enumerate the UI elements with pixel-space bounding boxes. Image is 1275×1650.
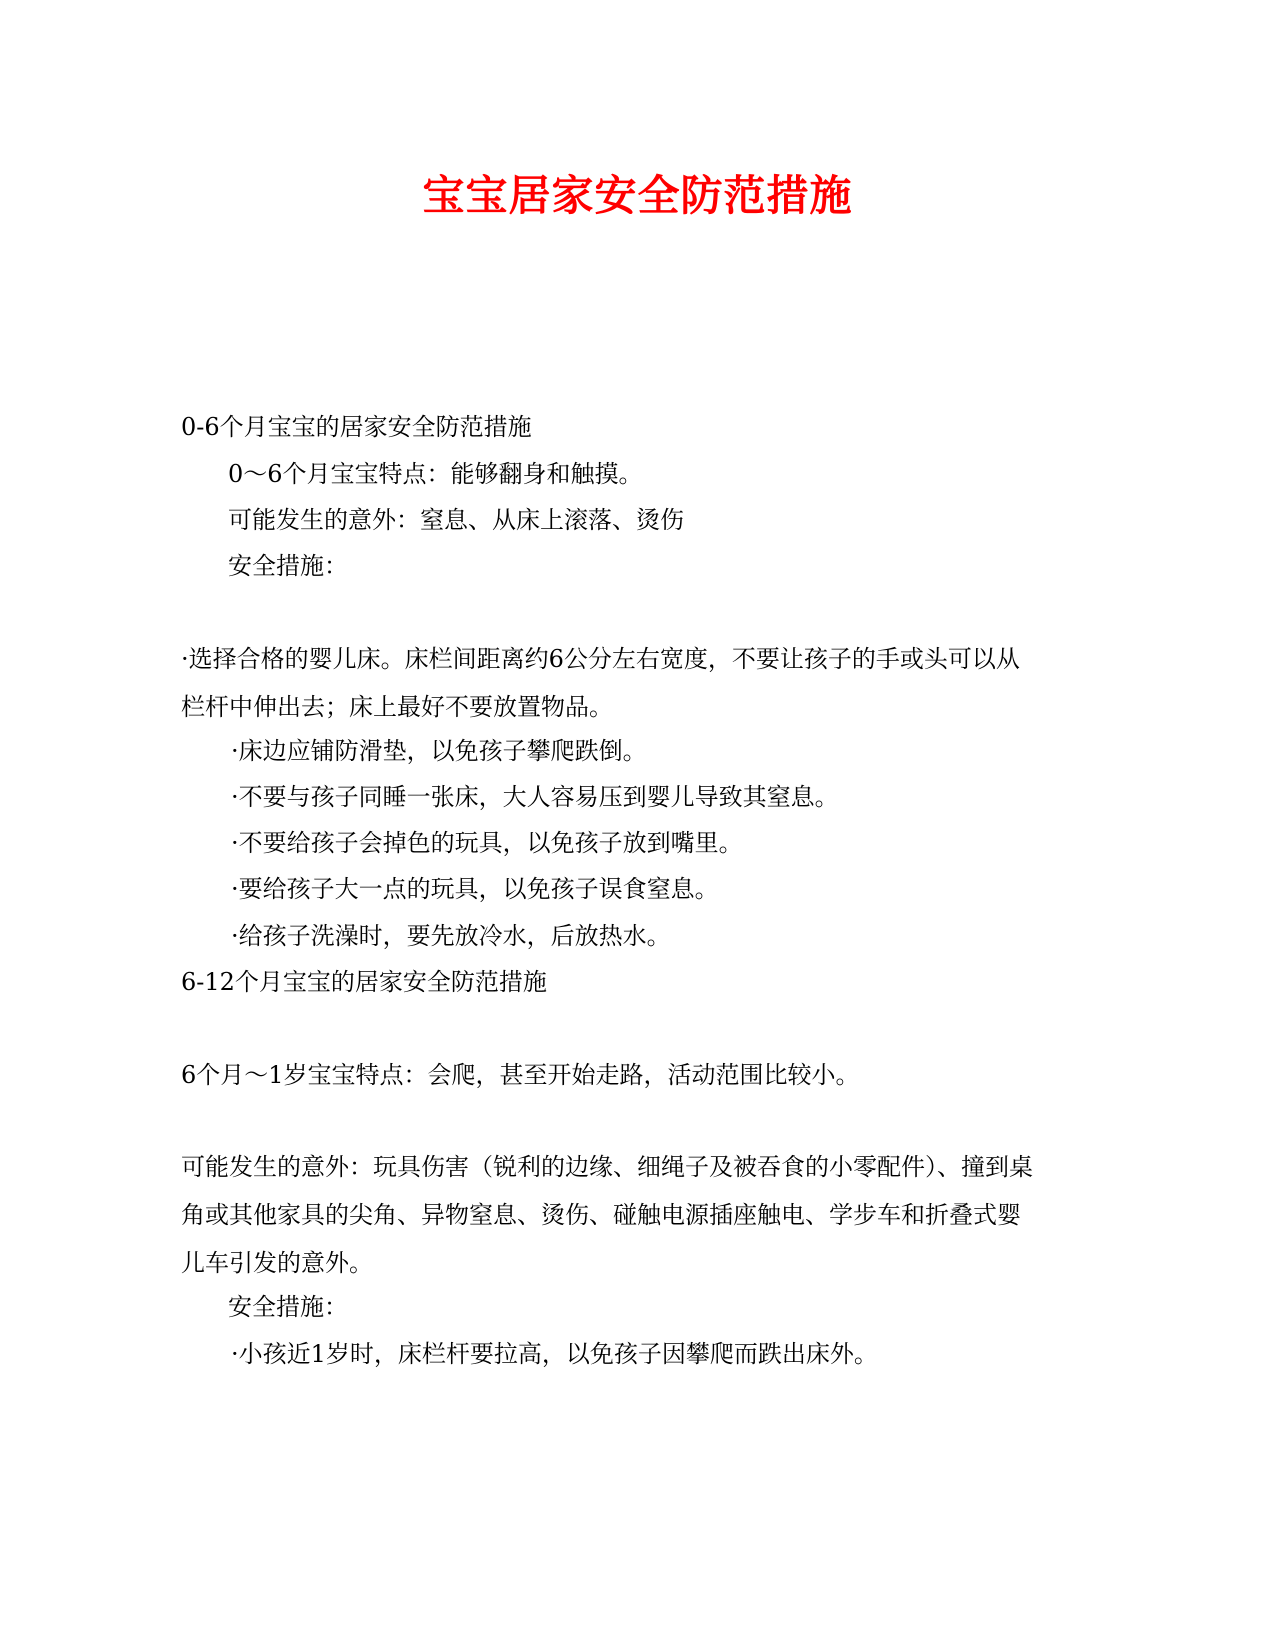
paragraph-measures-label-6-12: 安全措施：: [228, 1293, 348, 1321]
section-heading-0-6: 0-6个月宝宝的居家安全防范措施: [181, 413, 532, 441]
paragraph-features-6-12: 6个月～1岁宝宝特点：会爬，甚至开始走路，活动范围比较小。: [181, 1061, 860, 1089]
bullet-crib: ·选择合格的婴儿床。床栏间距离约6公分左右宽度，不要让孩子的手或头可以从栏杆中伸出去；床上最好不要放置物品。: [181, 645, 1020, 721]
paragraph-measures-label-0-6: 安全措施：: [228, 552, 348, 580]
bullet-toy-size: ·要给孩子大一点的玩具，以免孩子误食窒息。: [231, 875, 719, 903]
document-title: 宝宝居家安全防范措施: [422, 171, 853, 220]
paragraph-features-0-6: 0～6个月宝宝特点：能够翻身和触摸。: [228, 460, 643, 488]
bullet-mat: ·床边应铺防滑垫，以免孩子攀爬跌倒。: [231, 737, 647, 765]
bullet-crib-rail: ·小孩近1岁时，床栏杆要拉高，以免孩子因攀爬而跌出床外。: [231, 1340, 878, 1368]
bullet-bath: ·给孩子洗澡时，要先放冷水，后放热水。: [231, 922, 671, 950]
paragraph-accidents-0-6: 可能发生的意外：窒息、从床上滚落、烫伤: [228, 506, 684, 534]
bullet-toy-color: ·不要给孩子会掉色的玩具，以免孩子放到嘴里。: [231, 829, 743, 857]
paragraph-accidents-6-12: 可能发生的意外：玩具伤害（锐利的边缘、细绳子及被吞食的小零配件）、撞到桌角或其他家具的尖角、异物窒息、烫伤、碰触电源插座触电、学步车和折叠式婴儿车引发的意外。: [181, 1153, 1033, 1277]
section-heading-6-12: 6-12个月宝宝的居家安全防范措施: [181, 968, 547, 996]
bullet-sleep: ·不要与孩子同睡一张床，大人容易压到婴儿导致其窒息。: [231, 783, 839, 811]
